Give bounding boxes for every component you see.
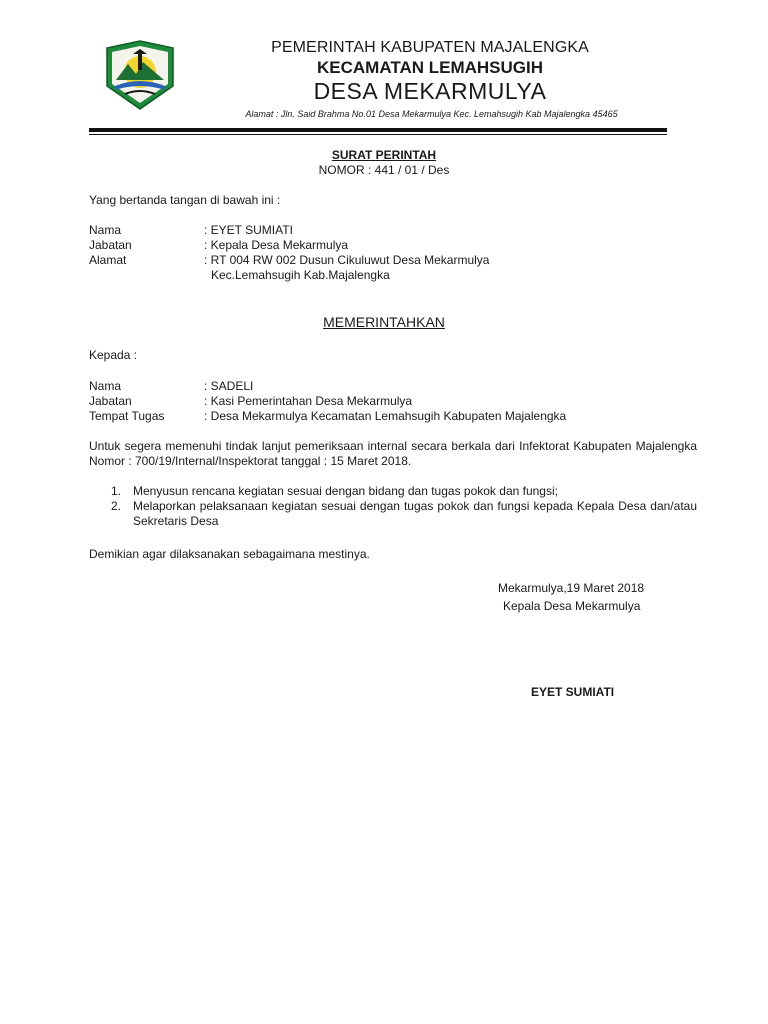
letterhead-village: DESA MEKARMULYA (313, 78, 547, 104)
letterhead-address: Alamat : Jln. Said Brahma No.01 Desa Mekarmulya Kec. Lemahsugih Kab Majalengka 45465 (245, 109, 618, 119)
recipient-position-label: Jabatan (89, 394, 132, 408)
letter-number: NOMOR : 441 / 01 / Des (318, 163, 450, 177)
list-item-number: 1. (111, 484, 122, 498)
signer-name-label: Nama (89, 223, 122, 237)
regency-emblem-icon (103, 40, 177, 110)
signer-address-label: Alamat (89, 253, 127, 267)
recipient-to-label: Kepada : (89, 348, 138, 362)
signer-position-value: : Kepala Desa Mekarmulya (204, 238, 349, 252)
signature-place-date: Mekarmulya,19 Maret 2018 (498, 581, 645, 595)
list-item-text: Melaporkan pelaksanaan kegiatan sesuai dengan tugas pokok dan fungsi kepada Kepala Desa dan/atau Sekretaris Desa (133, 499, 697, 528)
signer-position-label: Jabatan (89, 238, 132, 252)
signature-title: Kepala Desa Mekarmulya (503, 599, 641, 613)
recipient-position-value: : Kasi Pemerintahan Desa Mekarmulya (204, 394, 413, 408)
order-heading: MEMERINTAHKAN (323, 314, 445, 330)
recipient-name-label: Nama (89, 379, 122, 393)
recipient-name-value: : SADELI (204, 379, 254, 393)
letterhead-divider (89, 128, 667, 132)
signature-name: EYET SUMIATI (531, 685, 615, 699)
body-paragraph: Untuk segera memenuhi tindak lanjut pemeriksaan internal secara berkala dari Infektorat Kabupaten Majalengka Nomor : 700/19/Internal/Inspektorat tanggal : 15 Maret 2018. (89, 439, 697, 468)
recipient-place-label: Tempat Tugas (89, 409, 165, 423)
letter-title: SURAT PERINTAH (331, 148, 437, 162)
signer-address-value: : RT 004 RW 002 Dusun Cikuluwut Desa Mekarmulya (204, 253, 490, 267)
signer-address-value-cont: Kec.Lemahsugih Kab.Majalengka (211, 268, 390, 282)
list-item-text: Menyusun rencana kegiatan sesuai dengan bidang dan tugas pokok dan fungsi; (133, 484, 558, 498)
recipient-place-value: : Desa Mekarmulya Kecamatan Lemahsugih Kabupaten Majalengka (204, 409, 567, 423)
signer-name-value: : EYET SUMIATI (204, 223, 293, 237)
list-item (89, 484, 697, 499)
list-item-number: 2. (111, 499, 122, 513)
list-item (89, 499, 697, 529)
closing-text: Demikian agar dilaksanakan sebagaimana mestinya. (89, 547, 370, 561)
letterhead-district: KECAMATAN LEMAHSUGIH (316, 58, 544, 77)
letterhead-government: PEMERINTAH KABUPATEN MAJALENGKA (271, 39, 589, 56)
letterhead (200, 38, 660, 105)
letterhead-divider-thin (89, 134, 667, 135)
task-list (89, 484, 697, 529)
intro-text: Yang bertanda tangan di bawah ini : (89, 193, 281, 207)
